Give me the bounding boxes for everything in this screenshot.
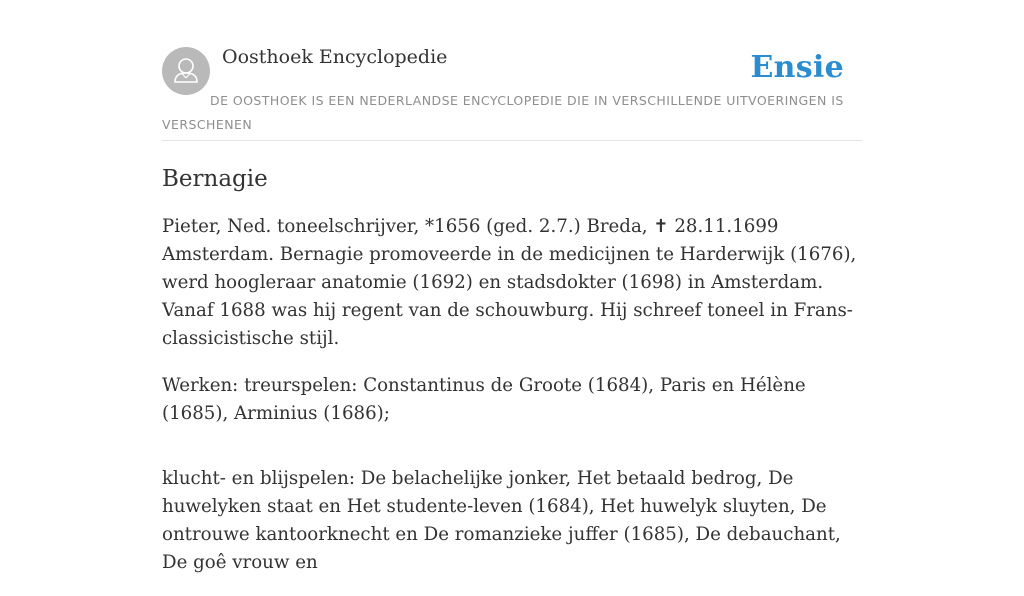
user-avatar-icon[interactable] bbox=[162, 47, 210, 95]
article-paragraph: Werken: treurspelen: Constantinus de Groote (1684), Paris en Hélène (1685), Arminius (1686); bbox=[162, 375, 806, 424]
article-paragraph: Pieter, Ned. toneelschrijver, *1656 (ged. 2.7.) Breda, ✝ 28.11.1699 Amsterdam. Bernagie promoveerde in de medicijnen te Harderwijk (1676), werd hoogleraar anatomie (1692) en stadsdokter (1698) in Amsterdam. Vanaf 1688 was hij regent van de schouwburg. Hij schreef toneel in Frans-classicistische stijl. bbox=[162, 216, 857, 349]
source-title-link[interactable]: Oosthoek Encyclopedie bbox=[222, 46, 448, 68]
ensie-logo-link[interactable]: Ensie bbox=[750, 50, 844, 85]
article-body bbox=[162, 213, 862, 577]
article-paragraph: klucht- en blijspelen: De belachelijke jonker, Het betaald bedrog, De huwelyken staat en Het studente-leven (1684), Het huwelyk sluyten, De ontrouwe kantoorknecht en De romanzieke juffer (1685), De debauchant, De goê vrouw en bbox=[162, 468, 841, 573]
source-header bbox=[162, 0, 862, 141]
page bbox=[162, 0, 862, 596]
article-title: Bernagie bbox=[162, 166, 268, 192]
source-tagline: DE OOSTHOEK IS EEN NEDERLANDSE ENCYCLOPEDIE DIE IN VERSCHILLENDE UITVOERINGEN IS VERSCHENEN bbox=[162, 93, 844, 132]
